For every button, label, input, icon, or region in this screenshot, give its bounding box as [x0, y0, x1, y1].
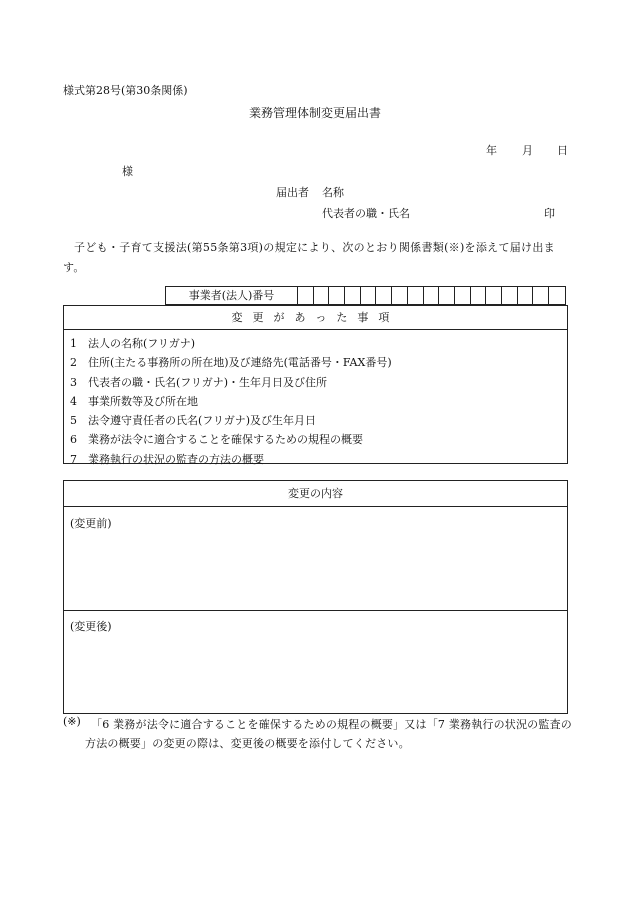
- submitter-label: 届出者: [276, 186, 309, 199]
- item-text: 法人の名称(フリガナ): [88, 337, 196, 350]
- before-change-label: (変更前): [70, 517, 112, 530]
- item-number: 3: [70, 375, 77, 389]
- business-number-digit-cell[interactable]: [392, 287, 408, 304]
- business-number-digit-cell[interactable]: [361, 287, 377, 304]
- seal-mark: 印: [544, 207, 555, 220]
- item-number: 7: [70, 452, 77, 466]
- changed-item-7: [70, 450, 567, 469]
- footnote-text: 「6 業務が法令に適合することを確保するための規程の概要」又は「7 業務執行の状況の監査の方法の概要」の変更の際は、変更後の概要を添付してください。: [85, 718, 572, 750]
- item-text: 代表者の職・氏名(フリガナ)・生年月日及び住所: [88, 375, 328, 389]
- changed-item-3: [70, 373, 567, 392]
- changed-items-table: [63, 305, 568, 464]
- changed-item-6: [70, 430, 567, 449]
- footnote-mark: (※): [63, 715, 81, 728]
- before-change-field[interactable]: [64, 507, 567, 611]
- changed-item-1: [70, 334, 567, 353]
- business-number-digit-cell[interactable]: [533, 287, 549, 304]
- changed-item-2: [70, 353, 567, 372]
- changed-item-5: [70, 411, 567, 430]
- representative-label: 代表者の職・氏名: [322, 207, 410, 220]
- changed-items-header: 変更があった事項: [64, 306, 567, 330]
- item-text: 業務執行の状況の監査の方法の概要: [88, 452, 264, 466]
- change-content-box: [63, 480, 568, 714]
- business-number-label: 事業者(法人)番号: [166, 287, 298, 304]
- business-number-row: [165, 286, 566, 305]
- business-number-digit-cell[interactable]: [376, 287, 392, 304]
- business-number-digit-cell[interactable]: [549, 287, 565, 304]
- business-number-digit-cell[interactable]: [408, 287, 424, 304]
- date-day-label: 日: [557, 144, 568, 157]
- item-number: 6: [70, 433, 77, 447]
- item-text: 住所(主たる事務所の所在地)及び連絡先(電話番号・FAX番号): [88, 356, 392, 370]
- item-number: 2: [70, 356, 77, 370]
- business-number-digit-cell[interactable]: [471, 287, 487, 304]
- business-number-digit-cell[interactable]: [455, 287, 471, 304]
- business-number-digit-cell[interactable]: [439, 287, 455, 304]
- date-year-label: 年: [486, 144, 497, 157]
- form-number: 様式第28号(第30条関係): [63, 84, 188, 97]
- document-title: 業務管理体制変更届出書: [248, 106, 381, 120]
- submitter-name-label: 名称: [322, 186, 344, 199]
- date-month-label: 月: [522, 144, 533, 157]
- item-text: 業務が法令に適合することを確保するための規程の概要: [88, 433, 363, 447]
- changed-item-4: [70, 392, 567, 411]
- item-text: 法令遵守責任者の氏名(フリガナ)及び生年月日: [88, 414, 317, 428]
- item-number: 4: [70, 394, 77, 408]
- business-number-digit-cell[interactable]: [518, 287, 534, 304]
- after-change-label: (変更後): [70, 620, 112, 633]
- business-number-digit-cell[interactable]: [314, 287, 330, 304]
- change-content-header: 変更の内容: [64, 481, 567, 507]
- business-number-digit-cell[interactable]: [298, 287, 314, 304]
- business-number-digit-cell[interactable]: [502, 287, 518, 304]
- business-number-digit-cell[interactable]: [329, 287, 345, 304]
- item-number: 1: [70, 337, 77, 350]
- after-change-field[interactable]: [64, 611, 567, 634]
- business-number-digit-cell[interactable]: [486, 287, 502, 304]
- changed-items-list: [64, 330, 567, 469]
- item-number: 5: [70, 414, 77, 428]
- item-text: 事業所数等及び所在地: [88, 394, 198, 408]
- business-number-digit-cell[interactable]: [345, 287, 361, 304]
- business-number-digit-cell[interactable]: [424, 287, 440, 304]
- addressee-honorific: 様: [122, 165, 133, 178]
- body-text: 子ども・子育て支援法(第55条第3項)の規定により、次のとおり関係書類(※)を添えて届け出ます。: [63, 241, 555, 274]
